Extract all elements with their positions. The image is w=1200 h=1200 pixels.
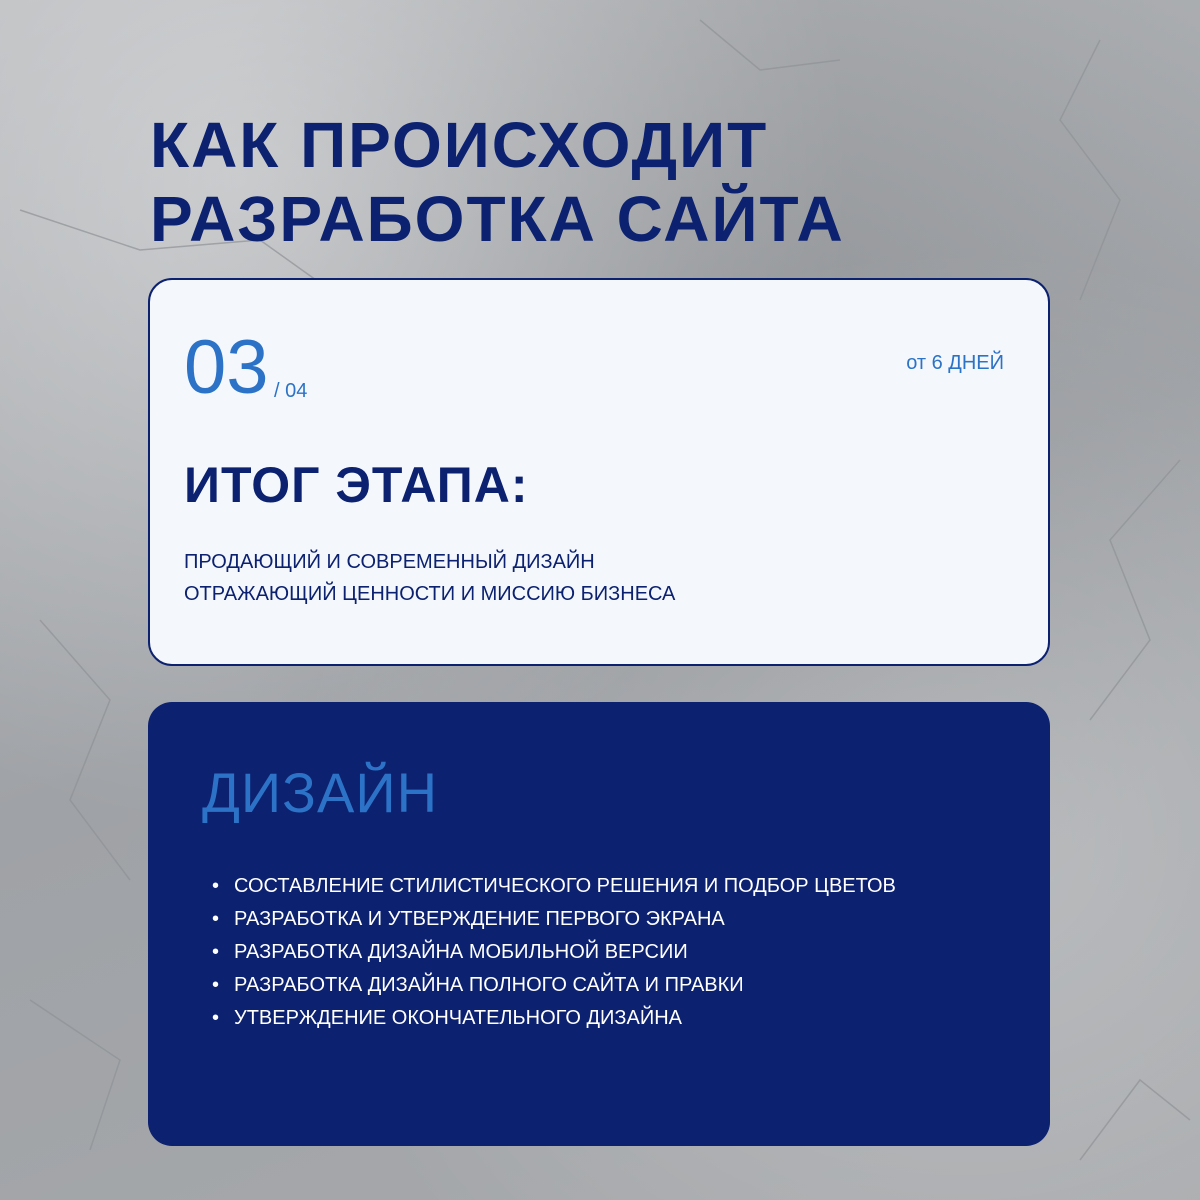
design-heading: ДИЗАЙН	[202, 761, 439, 824]
list-item	[212, 969, 896, 1002]
title-line-1: КАК ПРОИСХОДИТ	[150, 109, 769, 181]
duration-label: от 6 ДНЕЙ	[906, 352, 1004, 374]
list-item-text: РАЗРАБОТКА ДИЗАЙНА ПОЛНОГО САЙТА И ПРАВКИ	[234, 974, 744, 996]
bullet-icon: •	[212, 974, 220, 996]
list-item	[212, 936, 896, 969]
bullet-icon: •	[212, 875, 220, 897]
step-number: 03	[184, 325, 269, 410]
list-item	[212, 903, 896, 936]
list-item-text: УТВЕРЖДЕНИЕ ОКОНЧАТЕЛЬНОГО ДИЗАЙНА	[234, 1007, 682, 1029]
design-stage-card	[148, 702, 1050, 1146]
title-line-2: РАЗРАБОТКА САЙТА	[150, 183, 845, 255]
bullet-icon: •	[212, 941, 220, 963]
step-result-card	[148, 278, 1050, 666]
result-line: ОТРАЖАЮЩИЙ ЦЕННОСТИ И МИССИЮ БИЗНЕСА	[184, 583, 676, 605]
design-task-list	[212, 870, 896, 1035]
list-item-text: РАЗРАБОТКА И УТВЕРЖДЕНИЕ ПЕРВОГО ЭКРАНА	[234, 908, 725, 930]
result-description	[184, 546, 675, 610]
result-heading: ИТОГ ЭТАПА:	[184, 457, 529, 513]
page-title	[150, 108, 845, 256]
result-line: ПРОДАЮЩИЙ И СОВРЕМЕННЫЙ ДИЗАЙН	[184, 551, 595, 573]
bullet-icon: •	[212, 908, 220, 930]
bullet-icon: •	[212, 1007, 220, 1029]
list-item	[212, 1002, 896, 1035]
list-item	[212, 870, 896, 903]
step-total: / 04	[274, 380, 308, 402]
list-item-text: РАЗРАБОТКА ДИЗАЙНА МОБИЛЬНОЙ ВЕРСИИ	[234, 941, 688, 963]
list-item-text: СОСТАВЛЕНИЕ СТИЛИСТИЧЕСКОГО РЕШЕНИЯ И ПОДБОР ЦВЕТОВ	[234, 875, 896, 897]
